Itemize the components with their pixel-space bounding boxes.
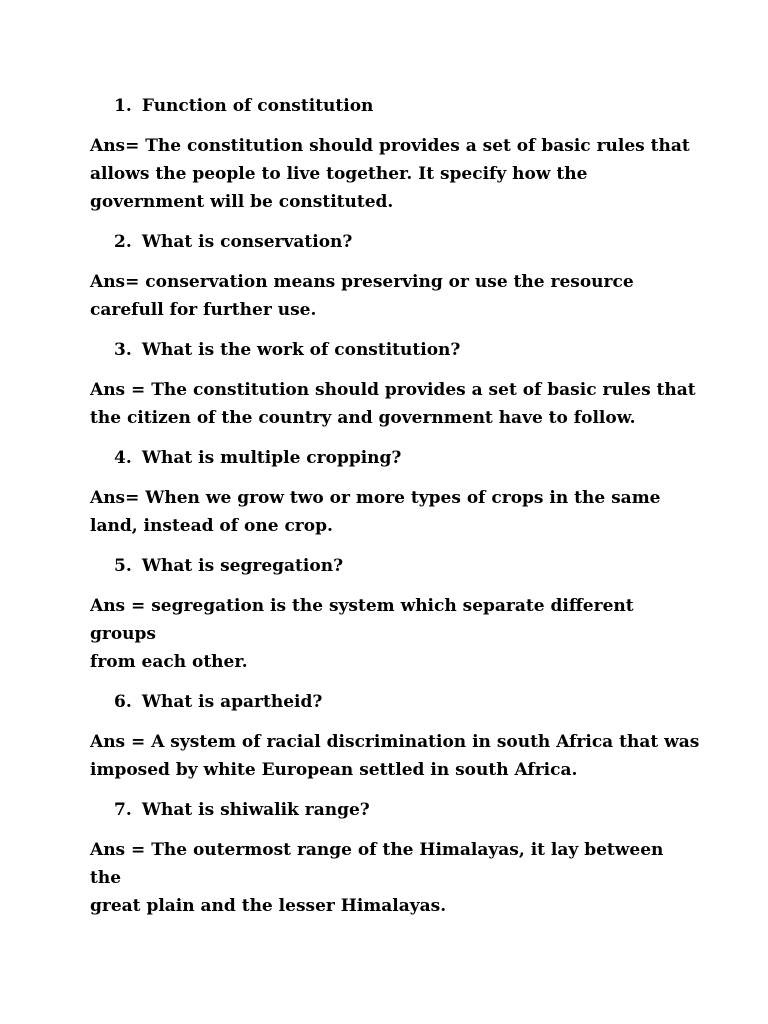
answer-line: government will be constituted. <box>90 192 394 212</box>
answer-line: imposed by white European settled in south Africa. <box>90 760 578 780</box>
answer-line: Ans= The constitution should provides a set of basic rules that <box>90 136 690 156</box>
question-number: 5. <box>114 556 132 576</box>
question-text: What is multiple cropping? <box>141 448 402 468</box>
question-text: What is the work of constitution? <box>141 340 461 360</box>
answer <box>90 592 700 676</box>
question <box>114 92 700 120</box>
answer-line: the citizen of the country and government have to follow. <box>90 408 636 428</box>
question-number: 3. <box>114 340 132 360</box>
answer <box>90 268 700 324</box>
answer-line: carefull for further use. <box>90 300 317 320</box>
answer-line: land, instead of one crop. <box>90 516 333 536</box>
answer-line: allows the people to live together. It specify how the <box>90 164 588 184</box>
qa-item <box>90 688 700 784</box>
question-number: 1. <box>114 96 132 116</box>
question <box>114 688 700 716</box>
answer-line: great plain and the lesser Himalayas. <box>90 896 447 916</box>
question-text: What is conservation? <box>141 232 353 252</box>
question-text: What is shiwalik range? <box>141 800 370 820</box>
answer-line: Ans = The outermost range of the Himalayas, it lay between the <box>90 840 664 888</box>
answer <box>90 132 700 216</box>
question-text: Function of constitution <box>141 96 374 116</box>
qa-item <box>90 444 700 540</box>
answer-line: Ans = segregation is the system which separate different groups <box>90 596 634 644</box>
question-text: What is apartheid? <box>141 692 323 712</box>
question-number: 4. <box>114 448 132 468</box>
answer <box>90 728 700 784</box>
answer-line: from each other. <box>90 652 248 672</box>
question <box>114 552 700 580</box>
qa-item <box>90 336 700 432</box>
qa-item <box>90 796 700 920</box>
question <box>114 228 700 256</box>
question <box>114 336 700 364</box>
qa-item <box>90 92 700 216</box>
answer <box>90 376 700 432</box>
answer-line: Ans= When we grow two or more types of crops in the same <box>90 488 661 508</box>
answer <box>90 484 700 540</box>
question <box>114 444 700 472</box>
answer-line: Ans = The constitution should provides a set of basic rules that <box>90 380 696 400</box>
answer-line: Ans= conservation means preserving or use the resource <box>90 272 634 292</box>
document-body <box>90 92 700 932</box>
question-number: 2. <box>114 232 132 252</box>
qa-item <box>90 228 700 324</box>
question-number: 6. <box>114 692 132 712</box>
answer-line: Ans = A system of racial discrimination in south Africa that was <box>90 732 700 752</box>
question <box>114 796 700 824</box>
question-text: What is segregation? <box>141 556 344 576</box>
qa-item <box>90 552 700 676</box>
answer <box>90 836 700 920</box>
question-number: 7. <box>114 800 132 820</box>
